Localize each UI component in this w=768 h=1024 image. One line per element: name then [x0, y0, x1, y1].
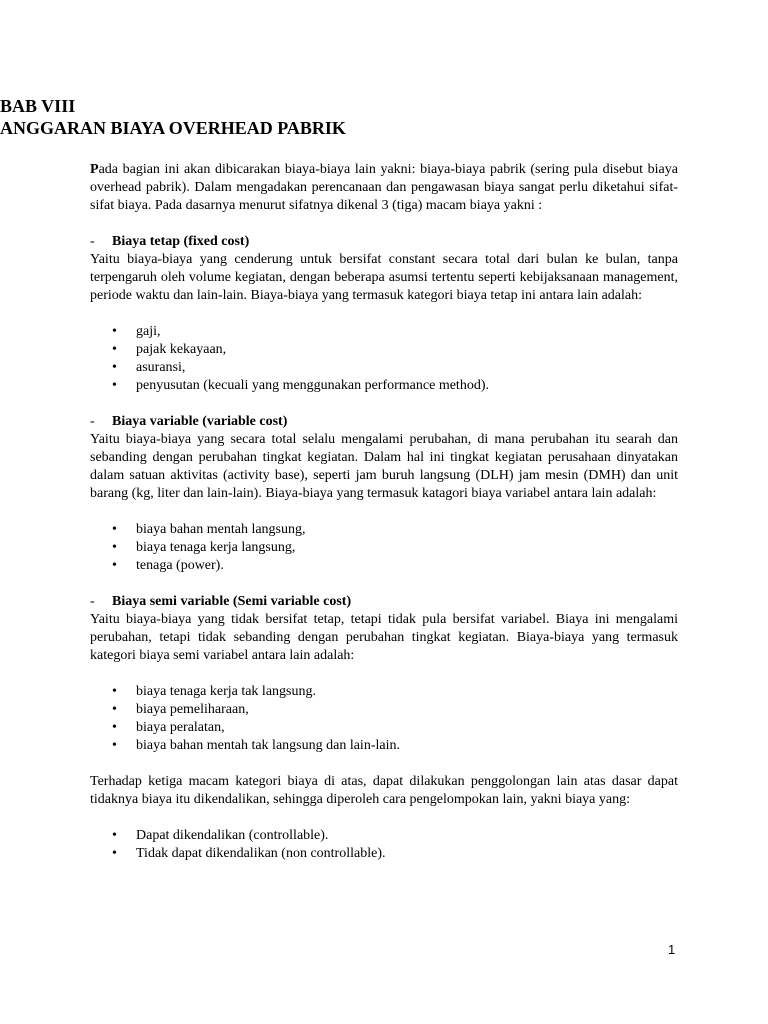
intro-paragraph [90, 161, 678, 215]
bullet-list [90, 323, 678, 395]
document-body [90, 161, 678, 881]
list-item: • tenaga (power). [112, 558, 224, 573]
bullet-icon: • [112, 558, 117, 573]
bullet-icon: • [112, 828, 117, 843]
bullet-list [90, 521, 678, 575]
bullet-icon: • [112, 360, 117, 375]
bullet-list [90, 827, 678, 863]
list-item: • biaya tenaga kerja tak langsung. [112, 684, 316, 699]
section-heading [90, 593, 678, 611]
bullet-icon: • [112, 378, 117, 393]
section-description: Yaitu biaya-biaya yang secara total selalu mengalami perubahan, di mana perubahan itu searah dan sebanding dengan perubahan tingkat kegiatan. Dalam hal ini tingkat kegiatan perusahaan dinyatakan dalam satuan aktivitas (activity base), seperti jam buruh langsung (DLH) jam mesin (DMH) dan unit barang (kg, liter dan lain-lain). Biaya-biaya yang termasuk katagori biaya variabel antara lain adalah: [90, 432, 678, 501]
bullet-icon: • [112, 846, 117, 861]
section-description: Yaitu biaya-biaya yang cenderung untuk bersifat constant secara total dari bulan ke bulan, tanpa terpengaruh oleh volume kegiatan, dengan beberapa asumsi tertentu seperti kebijaksanaan management, periode waktu dan lain-lain. Biaya-biaya yang termasuk kategori biaya tetap ini antara lain adalah: [90, 252, 678, 303]
list-item: • pajak kekayaan, [112, 342, 227, 357]
intro-text: ada bagian ini akan dibicarakan biaya-biaya lain yakni: biaya-biaya pabrik (sering pula disebut biaya overhead pabrik). Dalam mengadakan perencanaan dan pengawasan biaya sangat perlu diketahui sifat-sifat biaya. Pada dasarnya menurut sifatnya dikenal 3 (tiga) macam biaya yakni : [90, 162, 678, 213]
bullet-list [90, 683, 678, 755]
section-description: Yaitu biaya-biaya yang tidak bersifat tetap, tetapi tidak pula bersifat variabel. Biaya ini mengalami perubahan, tetapi tidak sebanding dengan perubahan tingkat kegiatan. Biaya-biaya yang termasuk kategori biaya semi variabel antara lain adalah: [90, 612, 678, 663]
page-number: 1 [668, 942, 676, 957]
list-item: • Tidak dapat dikendalikan (non controllable). [112, 846, 386, 861]
section-heading [90, 413, 678, 431]
list-item: • penyusutan (kecuali yang menggunakan performance method). [112, 378, 489, 393]
intro-first-letter: P [90, 162, 99, 177]
bullet-icon: • [112, 702, 117, 717]
section-heading-text: Biaya tetap (fixed cost) [112, 234, 250, 249]
list-item: • asuransi, [112, 360, 186, 375]
list-item: • gaji, [112, 324, 161, 339]
closing-paragraph: Terhadap ketiga macam kategori biaya di atas, dapat dilakukan penggolongan lain atas dasar dapat tidaknya biaya itu dikendalikan, sehingga diperoleh cara pengelompokan lain, yakni biaya yang: [90, 774, 678, 807]
list-item: • biaya peralatan, [112, 720, 225, 735]
bullet-icon: • [112, 342, 117, 357]
list-item: • biaya bahan mentah langsung, [112, 522, 306, 537]
bullet-icon: • [112, 738, 117, 753]
list-item: • biaya pemeliharaan, [112, 702, 249, 717]
chapter-heading: ANGGARAN BIAYA OVERHEAD PABRIK [0, 118, 346, 138]
bullet-icon: • [112, 522, 117, 537]
section-heading-text: Biaya variable (variable cost) [112, 414, 288, 429]
chapter-number: BAB VIII [0, 96, 76, 116]
bullet-icon: • [112, 720, 117, 735]
dash-marker: - [90, 594, 95, 609]
bullet-icon: • [112, 324, 117, 339]
bullet-icon: • [112, 684, 117, 699]
chapter-title [0, 95, 768, 139]
dash-marker: - [90, 234, 95, 249]
section-fixed-cost [90, 233, 678, 395]
list-item: • biaya bahan mentah tak langsung dan lain-lain. [112, 738, 400, 753]
list-item: • Dapat dikendalikan (controllable). [112, 828, 329, 843]
section-heading [90, 233, 678, 251]
dash-marker: - [90, 414, 95, 429]
list-item: • biaya tenaga kerja langsung, [112, 540, 296, 555]
section-variable-cost [90, 413, 678, 575]
bullet-icon: • [112, 540, 117, 555]
section-semi-variable-cost [90, 593, 678, 755]
section-heading-text: Biaya semi variable (Semi variable cost) [112, 594, 352, 609]
